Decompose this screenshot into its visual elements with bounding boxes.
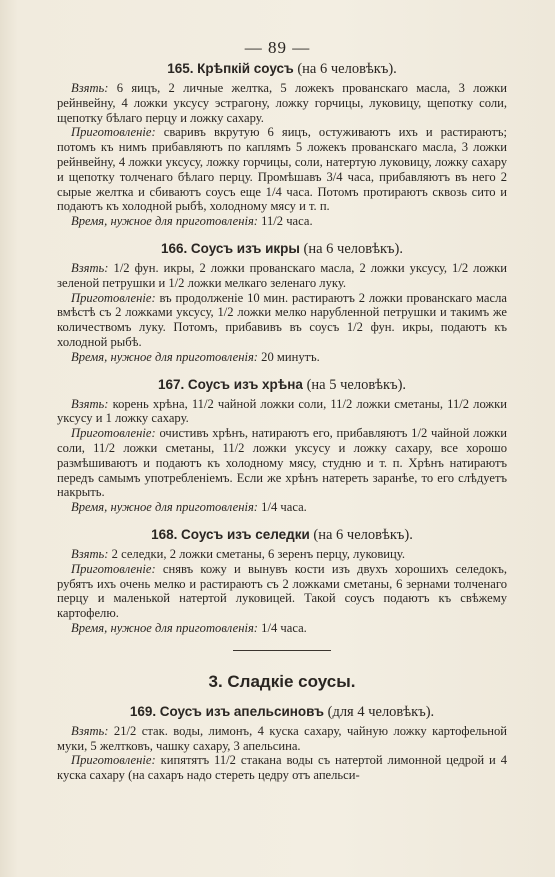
recipe-title [57, 703, 507, 721]
preparation-paragraph [57, 562, 507, 621]
recipe-165 [57, 60, 507, 229]
recipe-name: Крѣпкій соусъ [197, 61, 294, 76]
take-label: Взять: [71, 546, 109, 561]
ingredients-text: корень хрѣна, 11/2 чайной ложки соли, 11/2 ложки сметаны, 11/2 ложки уксусу и 1 ложку сахару. [57, 396, 507, 426]
ingredients-paragraph [57, 261, 507, 291]
preparation-text: снявъ кожу и вынувъ кости изъ двухъ хорошихъ селедокъ, рубятъ ихъ очень мелко и растираютъ съ 2 ложками сметаны, 6 зернами толченаго перцу и маленькой натертой луковицей. Такой соусъ подаютъ къ свѣжему картофелю. [57, 561, 507, 621]
preparation-text: очистивъ хрѣнъ, натираютъ его, прибавляютъ 1/2 чайной ложки соли, 11/2 ложки сметаны, 11/2 ложки уксусу и ложку сахару, все хорошо размѣшиваютъ и подаютъ къ холодному мясу, студню и т. п. Хрѣнъ натираютъ передъ самымъ употребленіемъ. Если же хрѣнъ натереть заранѣе, то его слѣдуетъ накрыть. [57, 426, 507, 500]
recipe-title [57, 376, 507, 394]
recipe-serves: (для 4 человѣкъ). [327, 703, 435, 720]
recipe-168 [57, 526, 507, 636]
ingredients-text: 6 яицъ, 2 личные желтка, 5 ложекъ прованскаго масла, 3 ложки рейнвейну, 4 ложки уксусу эстрагону, ложку горчицы, луковицу, щепотку соли, щепотку бѣлаго перцу и ложку сахару. [57, 81, 507, 125]
section-divider [233, 650, 331, 651]
recipe-number: 165. [167, 61, 194, 76]
ingredients-paragraph [57, 81, 507, 125]
section-heading: 3. Сладкіе соусы. [208, 671, 356, 691]
take-label: Взять: [71, 260, 109, 275]
recipe-name: Соусъ изъ апельсиновъ [159, 703, 324, 719]
recipe-serves: (на 5 человѣкъ). [306, 376, 407, 393]
page-content [57, 60, 507, 794]
ingredients-paragraph [57, 547, 507, 562]
recipe-number: 169. [129, 703, 157, 719]
time-paragraph [57, 214, 507, 229]
recipe-serves: (на 6 человѣкъ). [313, 526, 413, 543]
recipe-name: Соусъ изъ хрѣна [187, 376, 303, 392]
time-paragraph [57, 350, 507, 365]
preparation-paragraph [57, 426, 507, 500]
ingredients-text: 1/2 фун. икры, 2 ложки прованскаго масла, 2 ложки уксусу, 1/2 ложки зеленой петрушки и 1/2 ложки мелкаго зеленаго луку. [57, 260, 508, 290]
ingredients-text: 2 селедки, 2 ложки сметаны, 6 зеренъ перцу, луковицу. [111, 546, 405, 561]
take-label: Взять: [71, 81, 109, 95]
take-label: Взять: [71, 396, 109, 411]
recipe-166 [57, 240, 507, 365]
ingredients-text: 21/2 стак. воды, лимонъ, 4 куска сахару, чайную ложку картофельной муки, 5 желтковъ, чашку сахару, 3 апельсина. [57, 723, 507, 753]
preparation-text: въ продолженіе 10 мин. растираютъ 2 ложки прованскаго масла вмѣстѣ съ 2 ложками уксусу, 1/2 ложки мелко нарубленной петрушки и такимъ же количествомъ луку. Потомъ, прибавивъ въ соусъ 1/2 фун. икры, подаютъ къ холодной рыбѣ. [57, 290, 507, 349]
recipe-169 [57, 703, 507, 783]
recipe-title [57, 60, 507, 78]
recipe-number: 168. [151, 526, 178, 542]
recipe-name: Соусъ изъ селедки [181, 526, 310, 542]
preparation-paragraph [57, 125, 507, 214]
time-value: 20 минутъ. [261, 349, 320, 364]
ingredients-paragraph [57, 397, 507, 427]
preparation-text: кипятятъ 11/2 стакана воды съ натертой лимонной цедрой и 4 куска сахару (на сахаръ надо стереть цедру отъ апельси- [57, 753, 507, 783]
recipe-number: 166. [160, 240, 188, 256]
recipe-number: 167. [157, 376, 185, 392]
preparation-text: сваривъ вкрутую 6 яицъ, остуживаютъ ихъ и растираютъ; потомъ къ нимъ прибавляютъ по каплямъ 5 ложекъ прованскаго масла, 3 ложки рейнвейну, 4 ложки уксусу, ложку горчицы, соли, натертую луковицу, ложку сахару и щепотку толченаго бѣлаго перцу. Промѣшавъ 3/4 часа, прибавляютъ въ него 2 сырые желтка и сбиваютъ соусъ еще 1/4 часа. Потомъ протираютъ сквозь сито и подаютъ къ холодной рыбѣ, холодному мясу и т. п. [57, 125, 507, 214]
recipe-name: Соусъ изъ икры [190, 240, 300, 256]
recipe-serves: (на 6 человѣкъ). [303, 240, 403, 257]
recipe-serves: (на 6 человѣкъ). [297, 61, 397, 77]
preparation-paragraph [57, 753, 507, 783]
time-value: 1/4 часа. [261, 500, 307, 515]
preparation-paragraph [57, 291, 507, 350]
time-value: 11/2 часа. [261, 214, 313, 229]
prep-label: Приготовленіе: [71, 561, 156, 576]
time-label: Время, нужное для приготовленія: [71, 214, 258, 229]
time-label: Время, нужное для приготовленія: [71, 620, 258, 635]
take-label: Взять: [71, 723, 109, 738]
prep-label: Приготовленіе: [71, 125, 156, 140]
time-paragraph [57, 621, 507, 636]
page-number: — 89 — [244, 38, 311, 57]
prep-label: Приготовленіе: [71, 426, 156, 441]
recipe-title [57, 526, 507, 544]
time-label: Время, нужное для приготовленія: [71, 500, 258, 515]
prep-label: Приготовленіе: [71, 290, 156, 305]
ingredients-paragraph [57, 724, 507, 754]
recipe-title [57, 240, 507, 258]
time-value: 1/4 часа. [261, 620, 307, 635]
time-label: Время, нужное для приготовленія: [71, 349, 258, 364]
time-paragraph [57, 500, 507, 515]
recipe-167 [57, 376, 507, 515]
prep-label: Приготовленіе: [71, 753, 156, 768]
